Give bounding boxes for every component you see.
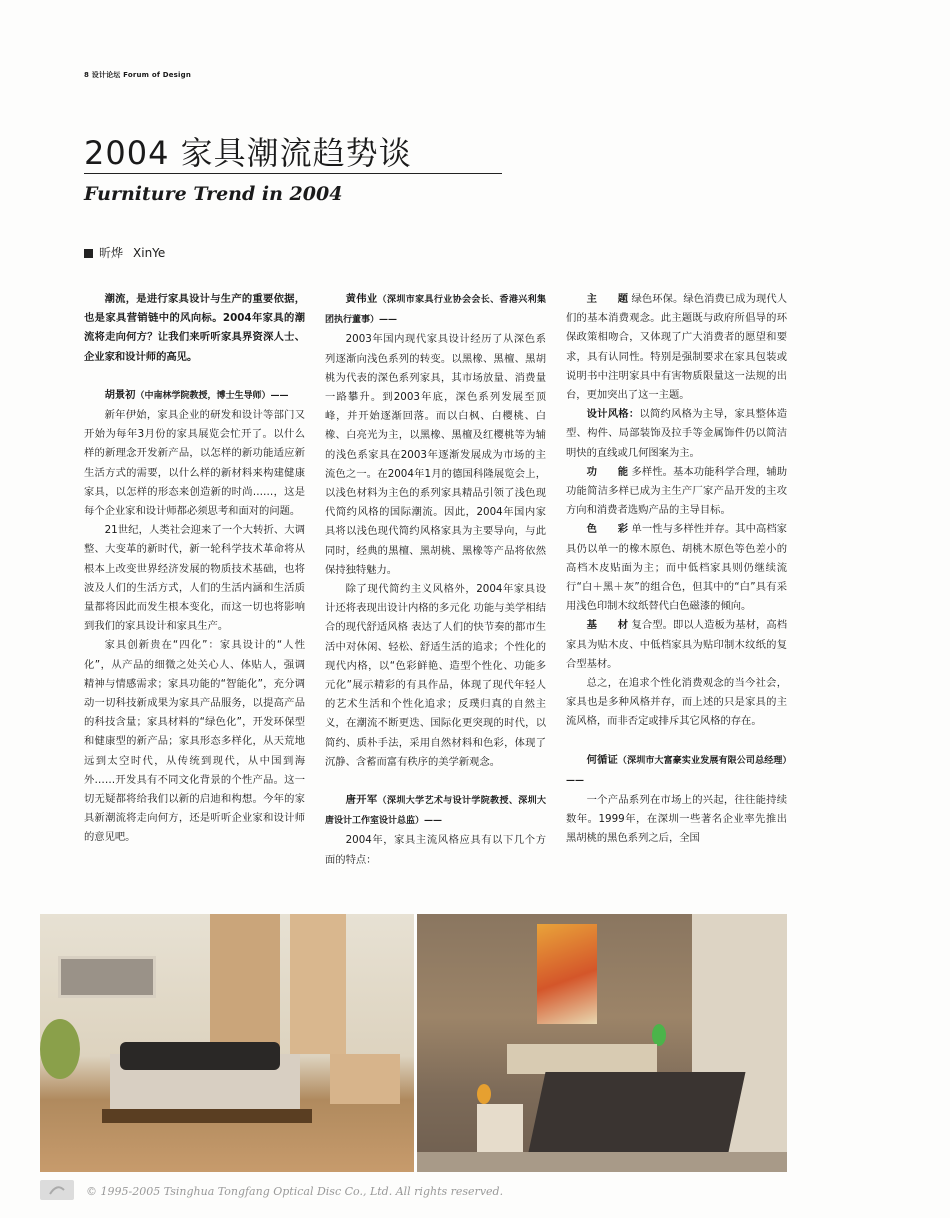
wardrobe-door bbox=[290, 914, 346, 1054]
bed-cover bbox=[120, 1042, 280, 1070]
square-bullet-icon bbox=[84, 249, 93, 258]
term-label: 基 材 bbox=[586, 619, 629, 632]
copyright-notice: © 1995-2005 Tsinghua Tongfang Optical Disc Co., Ltd. All rights reserved. bbox=[86, 1185, 504, 1198]
text-column-3 bbox=[566, 290, 787, 849]
body-paragraph: 一个产品系列在市场上的兴起，往往能持续数年。1999年，在深圳一些著名企业率先推出黑胡桃的黑色系列之后，全国 bbox=[566, 794, 787, 845]
bed-cover bbox=[528, 1072, 745, 1152]
nightstand bbox=[477, 1104, 523, 1154]
term-label: 主 题 bbox=[586, 293, 629, 305]
term-label: 功 能 bbox=[586, 465, 629, 478]
body-paragraph bbox=[566, 290, 787, 405]
article-title-english: Furniture Trend in 2004 bbox=[84, 183, 343, 205]
text-column-2 bbox=[325, 290, 546, 870]
article-title: 2004 家具潮流趋势谈 bbox=[84, 134, 412, 172]
speaker-heading bbox=[325, 791, 546, 831]
green-lamp bbox=[652, 1024, 666, 1046]
term-label: 设计风格： bbox=[586, 408, 640, 421]
body-paragraph: 家具创新贵在“四化”：家具设计的“人性化”，从产品的细微之处关心人、体贴人，强调精神与情感需求；家具功能的“智能化”，充分调动一切科技新成果为家具产品服务，以提高产品的科技含量；家具材料的“绿色化”，开发环保型和健康型的新产品；家具形态多样化，从天荒地远到太空时代，从传统到现代，从中国到海外……开发具有不同文化背景的个性产品。这一切无疑都将给我们以新的启迪和构想。今年的家具新潮流将走向何方，还是听听企业家和设计师的意见吧。 bbox=[84, 639, 305, 844]
term-label: 色 彩 bbox=[586, 523, 629, 536]
body-paragraph: 除了现代简约主义风格外，2004年家具设计还将表现出设计内格的多元化 功能与美学相结合的现代舒适风格 表达了人们的快节奏的都市生活中对休闲、轻松、舒适生活的追求；个性化的现代内格，以“色彩鲜艳、造型个性化、功能多元化”展示精彩的有具作品，体现了现代年轻人的艺术生活和个性化追求；反璞归真的自然主义，在潮流不断更迭、国际化更突现的时代，以简约、质朴手法，采用自然材料和色彩，体现了沉静、含蓄而富有秩序的美学新观念。 bbox=[325, 583, 546, 768]
speaker-affiliation: （深圳市家具行业协会会长、香港兴利集团执行董事）—— bbox=[325, 295, 546, 326]
floor bbox=[417, 1152, 787, 1172]
speaker-heading bbox=[84, 386, 305, 406]
dresser bbox=[330, 1054, 400, 1104]
body-paragraph: 21世纪，人类社会迎来了一个大转折、大调整、大变革的新时代，新一轮科学技术革命将从根本上改变世界经济发展的物质技术基础，也将波及人们的生活方式，人们的生活内涵和生活质量都将因此而发生根本变化，而这一切也将影响到我们的家具设计和家具生产。 bbox=[84, 524, 305, 633]
body-paragraph: 新年伊始，家具企业的研发和设计等部门又开始为每年3月份的家具展览会忙开了。以什么样的新理念开发新产品，以怎样的新功能适应新生活方式的需要，以什么样的新材料来构建健康家具，以怎样的形态来创造新的时尚……，这是每个企业家和设计师都必须思考和面对的问题。 bbox=[84, 409, 305, 518]
lead-paragraph: 潮流，是进行家具设计与生产的重要依据，也是家具营销链中的风向标。2004年家具的潮流将走向何方？让我们来听听家具界资深人士、企业家和设计师的高见。 bbox=[84, 293, 305, 363]
speaker-affiliation: （深圳市大富豪实业发展有限公司总经理）—— bbox=[566, 755, 787, 786]
speaker-affiliation: （深圳大学艺术与设计学院教授、深圳大唐设计工作室设计总监）—— bbox=[325, 796, 546, 827]
headboard bbox=[507, 1044, 657, 1074]
body-paragraph bbox=[566, 520, 787, 616]
body-paragraph: 2003年国内现代家具设计经历了从深色系列逐渐向浅色系列的转变。以黑橡、黑檀、黑胡桃为代表的深色系列家具，其市场放量、消费量一路攀升。到2003年底，深色系列发展至顶峰，并开始逐渐回落。而以白枫、白樱桃、白橡、白亮光为主，以黑橡、黑檀及红樱桃等为辅的浅色系家具在2003年逐渐发展成为市场的主流色之一。在2004年1月的德国科隆展览会上，以浅色材料为主色的系列家具精品引领了浅色现代简约风格的国际潮流。因此，2004年国内家具将以浅色现代简约风格家具为主要导向，与此同时，经典的黑檀、黑胡桃、黑橡等产品将依然保持独特魅力。 bbox=[325, 333, 546, 576]
speaker-affiliation: （中南林学院教授，博士生导师）—— bbox=[135, 390, 289, 401]
bedroom-photo-left bbox=[40, 914, 414, 1172]
publisher-logo-icon bbox=[40, 1180, 74, 1200]
body-paragraph: 2004年，家具主流风格应具有以下几个方面的特点： bbox=[325, 834, 546, 866]
wall-art bbox=[58, 956, 156, 998]
term-text: 单一性与多样性并存。其中高档家具仍以单一的橡木原色、胡桃木原色等色差小的高档木皮贴面为主；而中低档家具则仍继续流行“白＋黑＋灰”的组合色，但其中的“白”具有采用浅色印制木纹纸替代白色磁漆的倾向。 bbox=[566, 523, 787, 613]
speaker-heading bbox=[325, 290, 546, 330]
bed-frame bbox=[102, 1109, 312, 1123]
term-text: 绿色环保。绿色消费已成为现代人们的基本消费观念。此主题既与政府所倡导的环保政策相吻合，又体现了广大消费者的愿望和要求，具有认同性。特别是强制要求在家具包装或说明书中注明家具中有害物质限量这一法规的出台，更加突出了这一主题。 bbox=[566, 293, 787, 402]
speaker-name: 胡景初 bbox=[104, 388, 136, 401]
term-text: 以简约风格为主导，家具整体造型、构件、局部装饰及拉手等金属饰件仍以简洁明快的直线或几何图案为主。 bbox=[566, 408, 788, 459]
byline bbox=[84, 244, 165, 261]
speaker-name: 何循证 bbox=[586, 753, 618, 766]
term-text: 多样性。基本功能科学合理，辅助功能简洁多样已成为主生产厂家产品开发的主攻方向和消费者选购产品的主导目标。 bbox=[566, 465, 787, 517]
body-paragraph bbox=[566, 463, 787, 521]
plant bbox=[40, 1019, 80, 1079]
body-paragraph: 总之，在追求个性化消费观念的当今社会，家具也是多种风格并存，而上述的只是家具的主流风格，而非否定或排斥其它风格的存在。 bbox=[566, 677, 787, 728]
author-en: XinYe bbox=[133, 246, 166, 260]
running-head: 8 设计论坛 Forum of Design bbox=[84, 71, 192, 79]
body-paragraph bbox=[566, 616, 787, 674]
flowers bbox=[477, 1084, 491, 1104]
text-column-1 bbox=[84, 290, 305, 848]
body-paragraph bbox=[566, 405, 787, 463]
title-divider bbox=[84, 173, 502, 174]
wall-painting bbox=[537, 924, 597, 1024]
speaker-name: 唐开军 bbox=[345, 794, 378, 807]
speaker-name: 黄伟业 bbox=[345, 293, 378, 305]
bedroom-photo-right bbox=[417, 914, 787, 1172]
publisher-logo bbox=[40, 1180, 74, 1200]
term-text: 复合型。即以人造板为基材，高档家具为贴木皮、中低档家具为贴印制木纹纸的复合型基材。 bbox=[566, 619, 787, 670]
speaker-heading bbox=[566, 751, 787, 791]
author-zh: 昕烨 bbox=[99, 246, 124, 260]
